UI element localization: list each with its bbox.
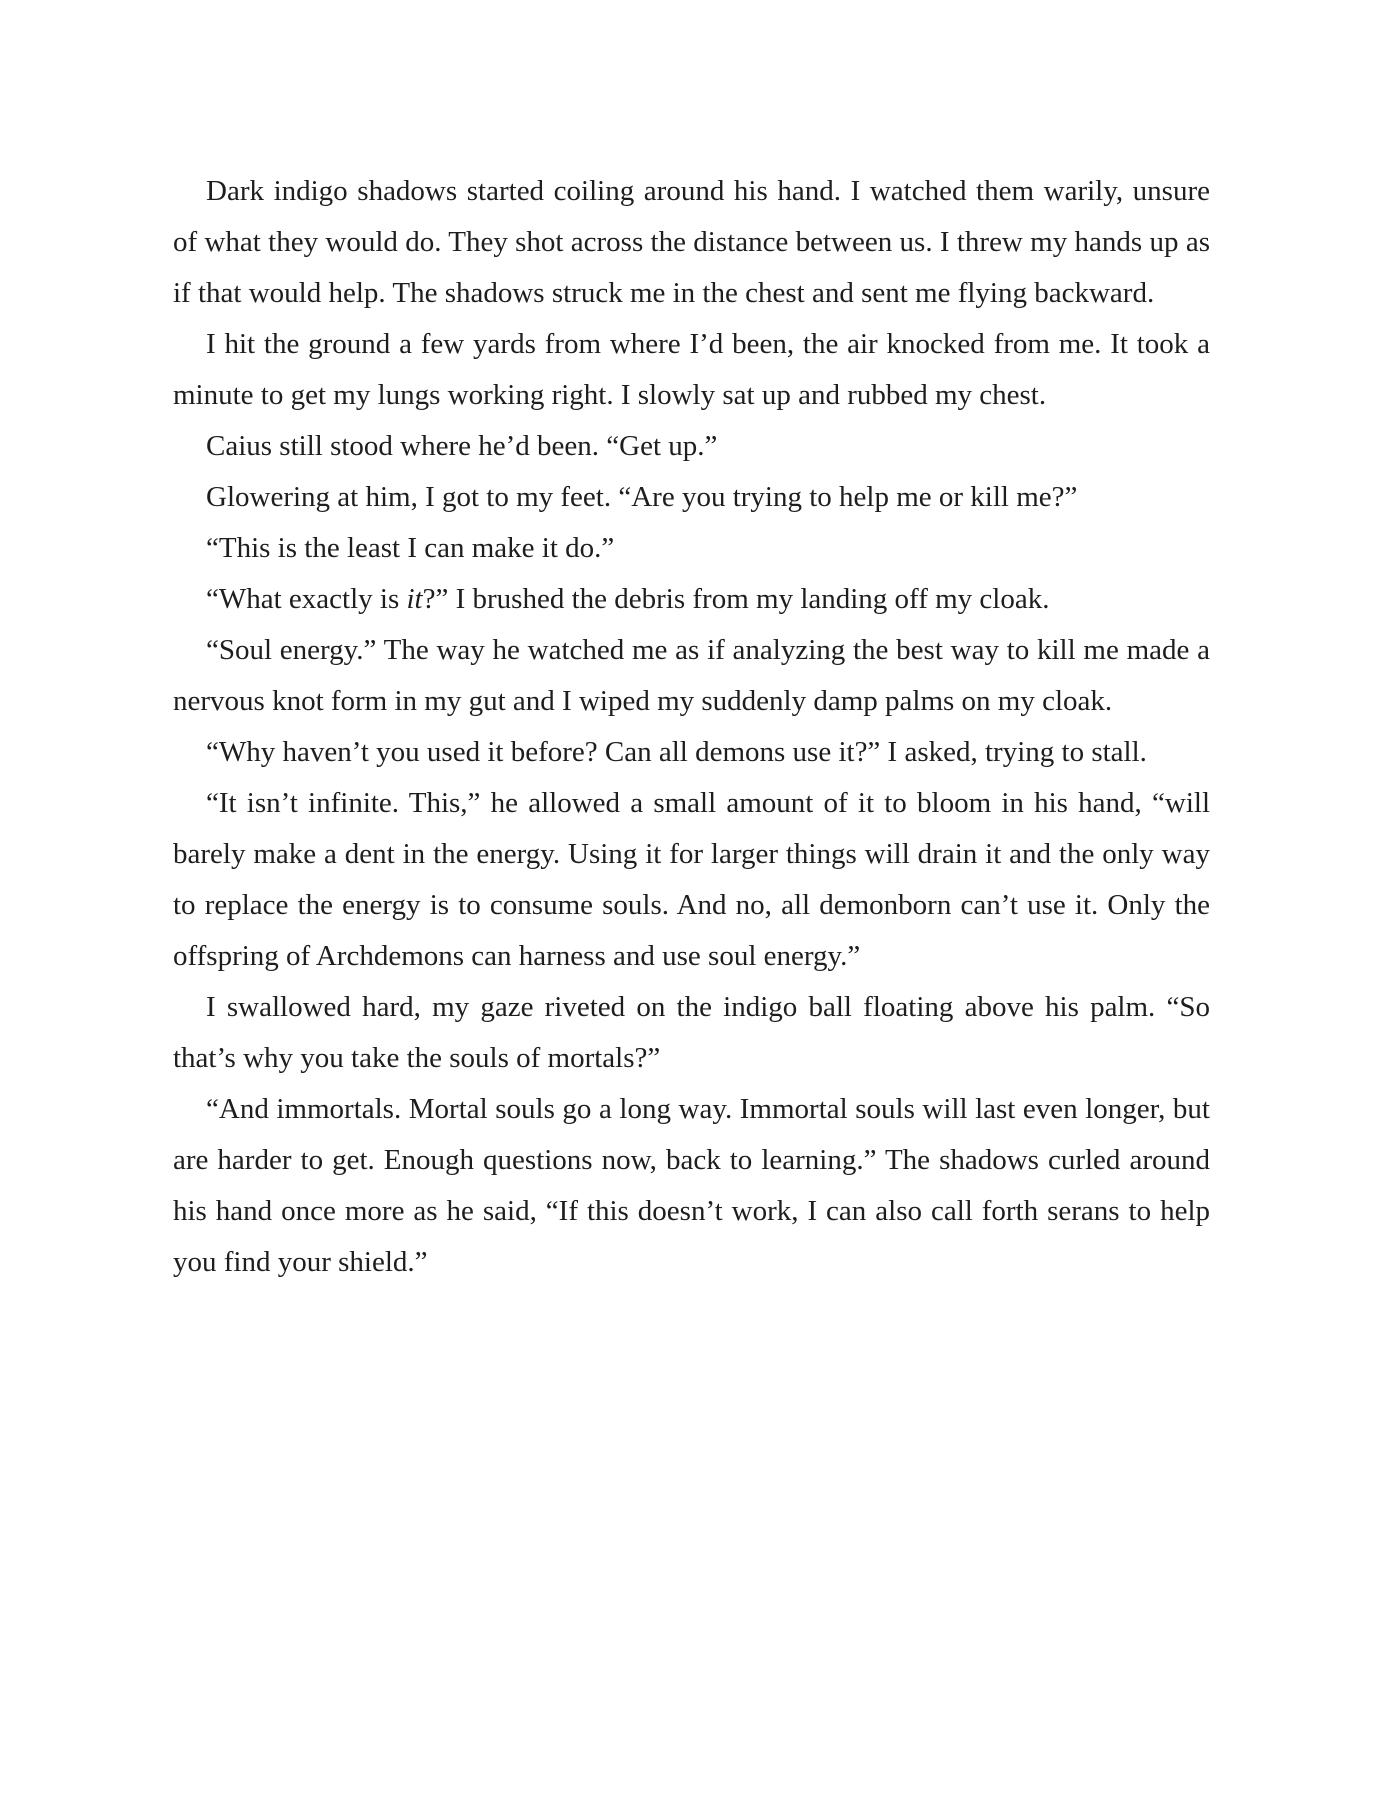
paragraph: “Why haven’t you used it before? Can all demons use it?” I asked, trying to stall.: [206, 736, 1147, 768]
paragraph: [173, 574, 1210, 625]
paragraph-text: ?” I brushed the debris from my landing off my cloak.: [422, 583, 1050, 615]
paragraph: “And immortals. Mortal souls go a long way. Immortal souls will last even longer, but are harder to get. Enough questions now, back to learning.” The shadows curled around his hand once more as he said, “If this doesn’t work, I can also call forth serans to help you find your shield.”: [173, 1093, 1210, 1278]
italic-word: it: [406, 583, 423, 615]
paragraph: I swallowed hard, my gaze riveted on the indigo ball floating above his palm. “So that’s why you take the souls of mortals?”: [173, 991, 1210, 1074]
paragraph: I hit the ground a few yards from where I’d been, the air knocked from me. It took a minute to get my lungs working right. I slowly sat up and rubbed my chest.: [173, 328, 1210, 411]
paragraph: Dark indigo shadows started coiling around his hand. I watched them warily, unsure of what they would do. They shot across the distance between us. I threw my hands up as if that would help. The shadows struck me in the chest and sent me flying backward.: [173, 175, 1210, 309]
paragraph: “Soul energy.” The way he watched me as if analyzing the best way to kill me made a nervous knot form in my gut and I wiped my suddenly damp palms on my cloak.: [173, 634, 1210, 717]
paragraph: “This is the least I can make it do.”: [206, 532, 615, 564]
book-page: [173, 166, 1210, 1288]
paragraph: Glowering at him, I got to my feet. “Are you trying to help me or kill me?”: [206, 481, 1078, 513]
paragraph: “It isn’t infinite. This,” he allowed a small amount of it to bloom in his hand, “will barely make a dent in the energy. Using it for larger things will drain it and the only way to replace the energy is to consume souls. And no, all demonborn can’t use it. Only the offspring of Archdemons can harness and use soul energy.”: [173, 787, 1210, 972]
paragraph-text: “What exactly is: [206, 583, 407, 615]
paragraph: Caius still stood where he’d been. “Get up.”: [206, 430, 718, 462]
